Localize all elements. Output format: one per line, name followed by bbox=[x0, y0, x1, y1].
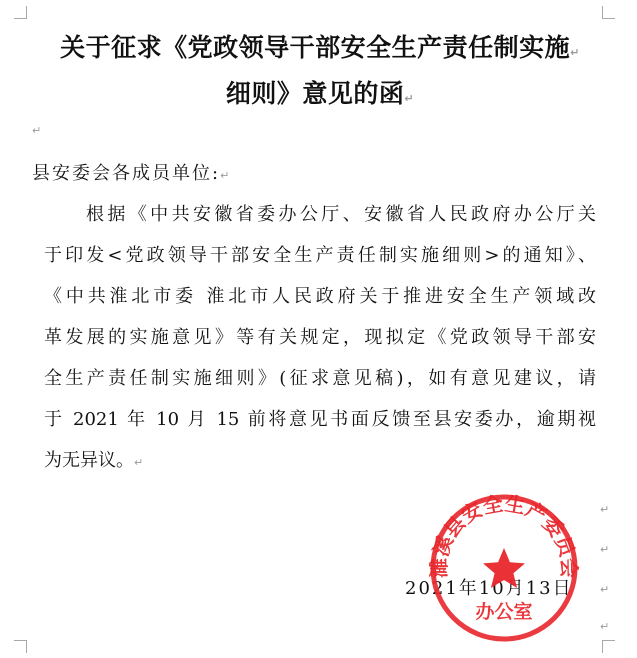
crop-mark-top-left bbox=[14, 6, 27, 19]
crop-mark-top-right bbox=[602, 6, 615, 19]
crop-mark-bottom-right bbox=[602, 640, 615, 653]
paragraph-mark-icon: ↵ bbox=[600, 503, 610, 516]
body-line-5: 全生产责任制实施细则》(征求意见稿)，如有意见建议，请 bbox=[44, 368, 596, 389]
seal-star-icon bbox=[483, 548, 525, 588]
crop-mark-bottom-left bbox=[14, 640, 27, 653]
paragraph-mark-icon: ↵ bbox=[404, 92, 415, 105]
body-line-6: 于 2021 年 10 月 15 前将意见书面反馈至县安委办，逾期视 bbox=[44, 409, 596, 430]
paragraph-mark-icon: ↵ bbox=[220, 169, 232, 182]
document-title-line-1: 关于征求《党政领导干部安全生产责任制实施↵ bbox=[60, 33, 580, 62]
body-line-1: 根据《中共安徽省委办公厅、安徽省人民政府办公厅关 bbox=[86, 204, 596, 225]
seal-graphic bbox=[428, 492, 580, 644]
body-line-7: 为无异议。↵ bbox=[44, 450, 144, 471]
paragraph-mark-icon: ↵ bbox=[600, 583, 610, 596]
official-seal bbox=[428, 492, 580, 644]
document-date: 2021年10月13日 bbox=[405, 578, 573, 599]
body-line-4: 革发展的实施意见》等有关规定，现拟定《党政领导干部安 bbox=[44, 327, 596, 348]
paragraph-mark-icon: ↵ bbox=[32, 124, 42, 137]
body-line-2: 于印发<党政领导干部安全生产责任制实施细则>的通知》、 bbox=[44, 245, 596, 266]
paragraph-mark-icon: ↵ bbox=[600, 620, 610, 633]
paragraph-mark-icon: ↵ bbox=[600, 543, 610, 556]
body-line-3: 《中共淮北市委 淮北市人民政府关于推进安全生产领域改 bbox=[44, 286, 596, 307]
paragraph-mark-icon: ↵ bbox=[134, 456, 144, 469]
seal-bottom-text: 办公室 bbox=[475, 601, 533, 623]
paragraph-mark-icon: ↵ bbox=[570, 46, 580, 59]
seal-arc-text: 濉溪县安全生产委员会 bbox=[428, 492, 580, 579]
salutation: 县安委会各成员单位:↵ bbox=[32, 163, 232, 184]
document-title-line-2: 细则》意见的函↵ bbox=[225, 79, 415, 108]
